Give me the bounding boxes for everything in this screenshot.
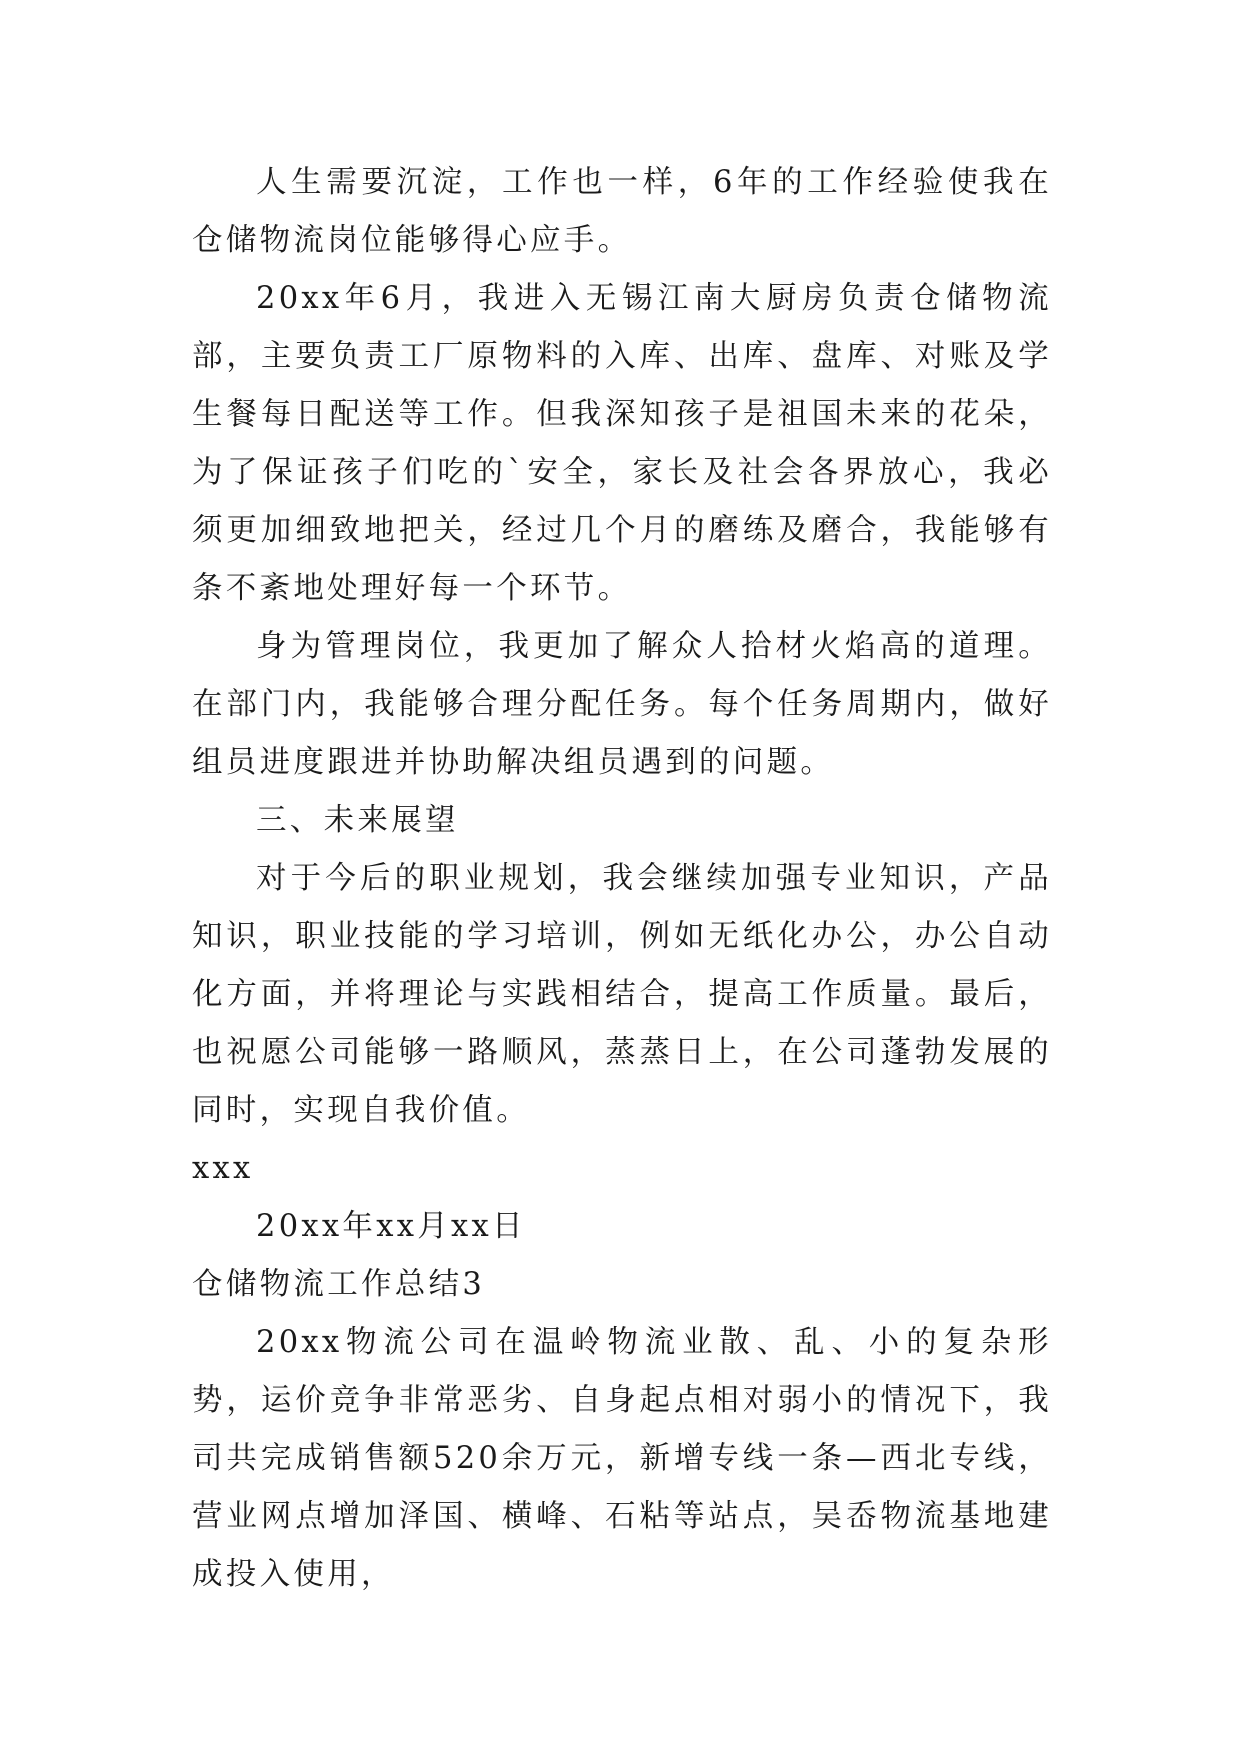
paragraph-management: 身为管理岗位，我更加了解众人拾材火焰高的道理。在部门内，我能够合理分配任务。每个任务周期内，做好组员进度跟进并协助解决组员遇到的问题。 xyxy=(192,629,1052,780)
paragraph-career-plan: 对于今后的职业规划，我会继续加强专业知识，产品知识，职业技能的学习培训，例如无纸化办公，办公自动化方面，并将理论与实践相结合，提高工作质量。最后，也祝愿公司能够一路顺风，蒸蒸日上，在公司蓬勃发展的同时，实现自我价值。 xyxy=(192,861,1052,1128)
signature-name: xxx xyxy=(192,1151,254,1186)
section-title-summary-3: 仓储物流工作总结3 xyxy=(192,1267,486,1302)
section-heading-future-outlook: 三、未来展望 xyxy=(256,803,459,838)
paragraph-company-performance: 20xx物流公司在温岭物流业散、乱、小的复杂形势，运价竞争非常恶劣、自身起点相对弱小的情况下，我司共完成销售额520余万元，新增专线一条—西北专线，营业网点增加泽国、横峰、石粘等站点，吴岙物流基地建成投入使用， xyxy=(192,1325,1052,1592)
document-page xyxy=(192,154,1052,1604)
paragraph-experience: 人生需要沉淀，工作也一样，6年的工作经验使我在仓储物流岗位能够得心应手。 xyxy=(192,165,1052,258)
paragraph-job-history: 20xx年6月，我进入无锡江南大厨房负责仓储物流部，主要负责工厂原物料的入库、出库、盘库、对账及学生餐每日配送等工作。但我深知孩子是祖国未来的花朵，为了保证孩子们吃的`安全，家长及社会各界放心，我必须更加细致地把关，经过几个月的磨练及磨合，我能够有条不紊地处理好每一个环节。 xyxy=(192,281,1052,606)
signature-date: 20xx年xx月xx日 xyxy=(256,1209,526,1244)
